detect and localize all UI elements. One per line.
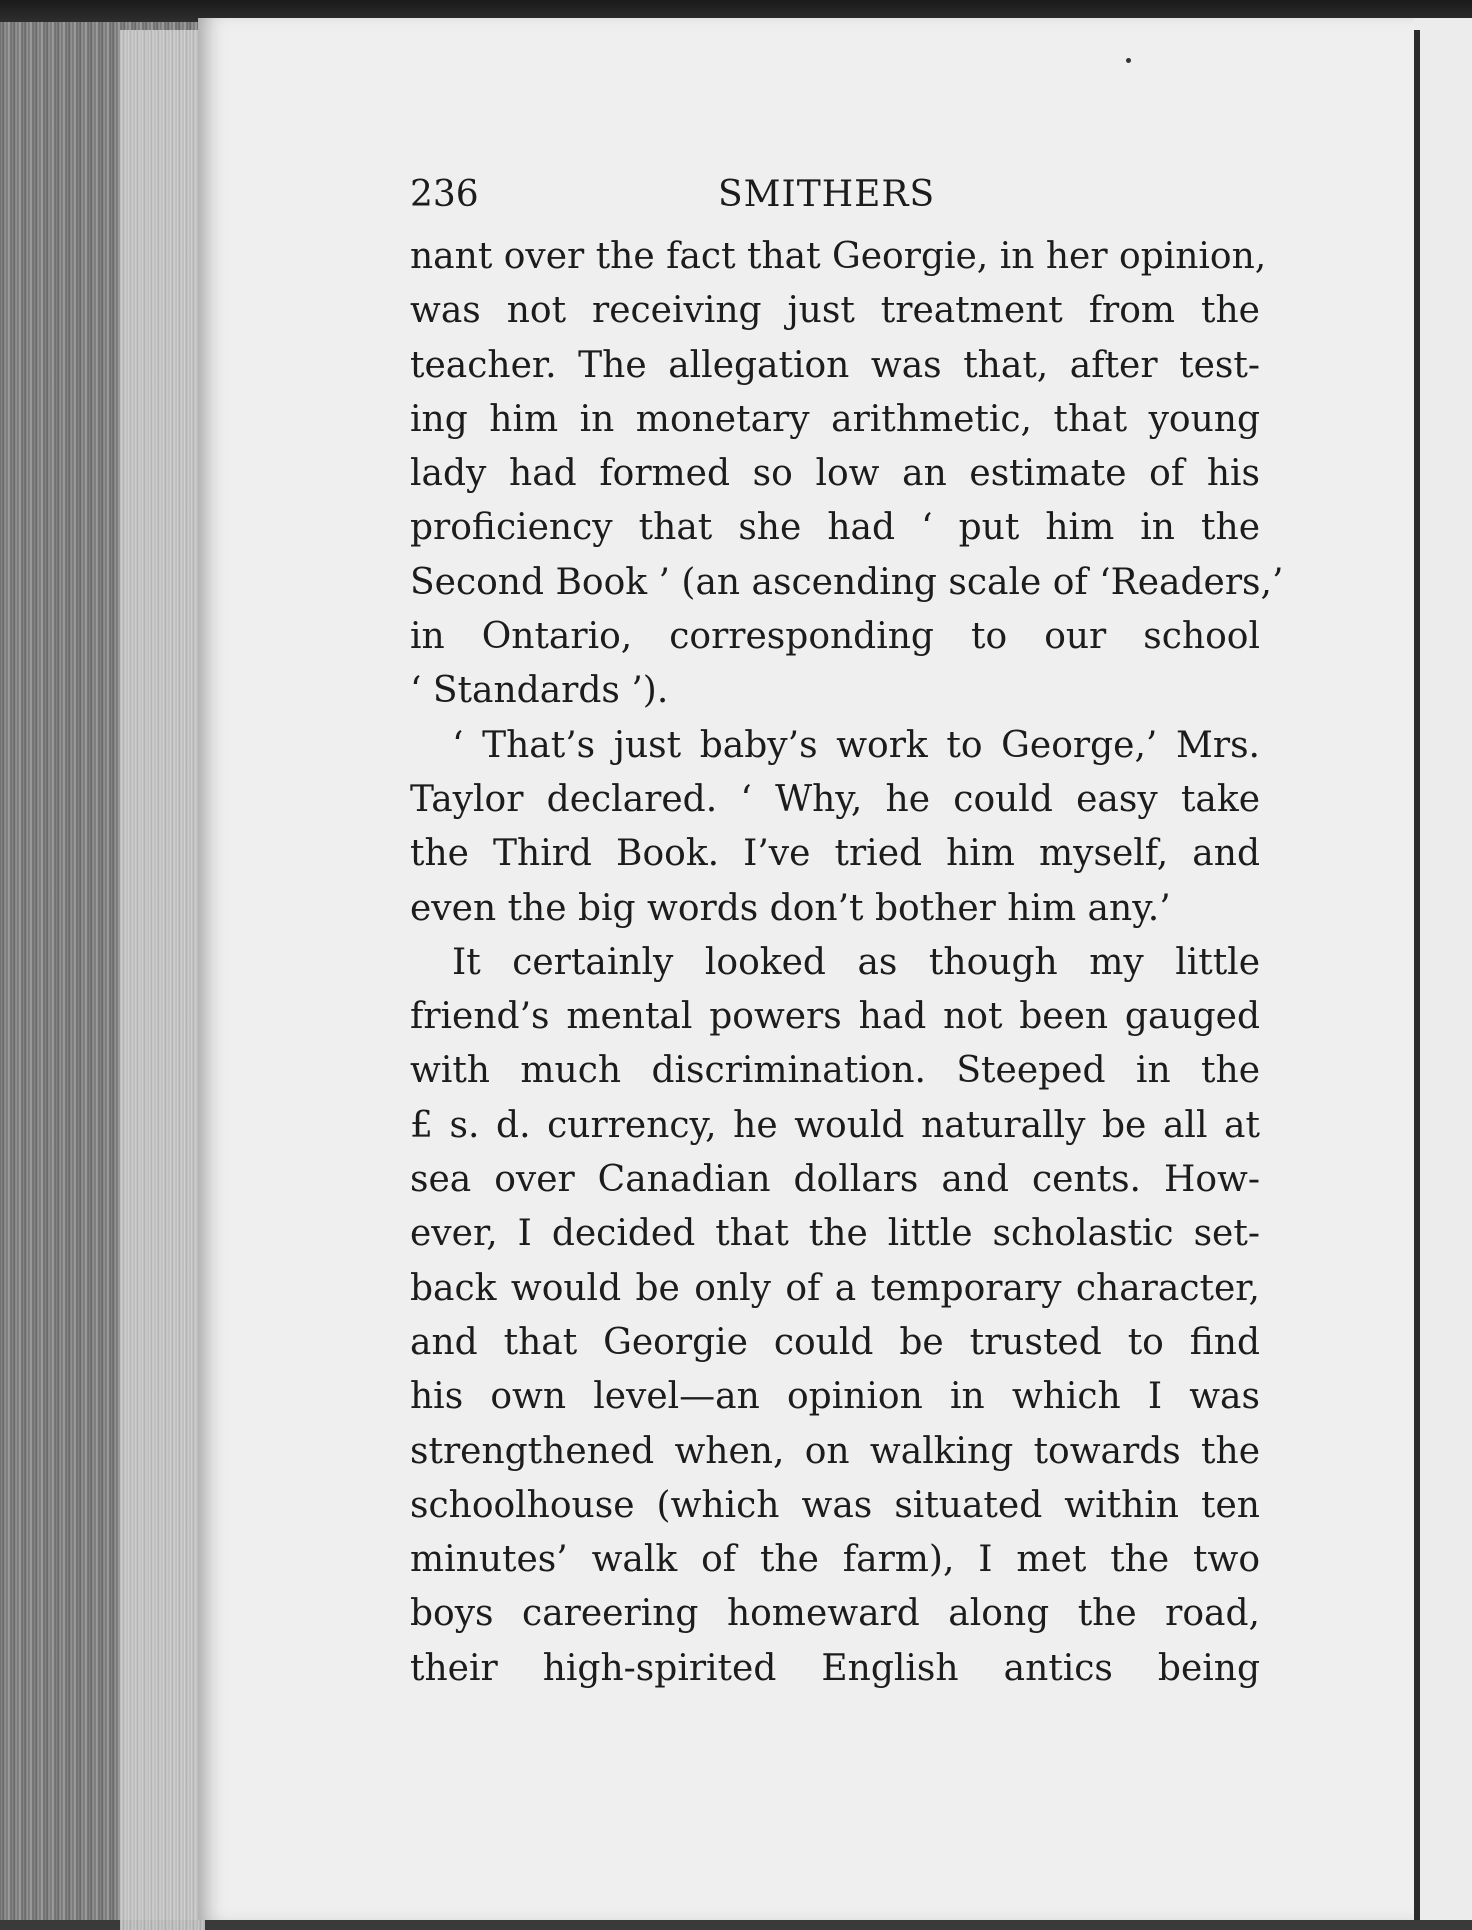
text-line: and that Georgie could be trusted to find bbox=[410, 1321, 1260, 1363]
text-line: his own level—an opinion in which I was bbox=[410, 1376, 1260, 1418]
text-line: Second Book ’ (an ascending scale of ‘Readers,’ bbox=[410, 561, 1284, 603]
text-line: minutes’ walk of the farm), I met the two bbox=[410, 1539, 1260, 1581]
text-line: in Ontario, corresponding to our school bbox=[410, 616, 1260, 658]
book-page-edges-inner bbox=[120, 30, 205, 1930]
text-line: nant over the fact that Georgie, in her opinion, bbox=[410, 236, 1267, 277]
text-line: ing him in monetary arithmetic, that young bbox=[410, 398, 1260, 440]
text-line: with much discrimination. Steeped in the bbox=[410, 1050, 1260, 1092]
text-line: strengthened when, on walking towards the bbox=[410, 1430, 1260, 1472]
text-line: ever, I decided that the little scholastic set- bbox=[410, 1213, 1260, 1255]
running-title: SMITHERS bbox=[718, 174, 936, 215]
text-line: proficiency that she had ‘ put him in the bbox=[410, 507, 1260, 549]
text-line: teacher. The allegation was that, after test- bbox=[410, 344, 1260, 386]
ink-speck bbox=[1126, 58, 1131, 63]
text-line: It certainly looked as though my little bbox=[452, 941, 1260, 983]
text-line: back would be only of a temporary character, bbox=[410, 1267, 1260, 1309]
text-line: Taylor declared. ‘ Why, he could easy take bbox=[410, 778, 1260, 820]
body-text bbox=[410, 230, 1284, 1696]
text-line: even the big words don’t bother him any.’ bbox=[410, 887, 1171, 929]
text-line: friend’s mental powers had not been gauged bbox=[410, 996, 1260, 1038]
page-number: 236 bbox=[410, 174, 479, 215]
book-page-edges bbox=[0, 10, 205, 1920]
text-line: was not receiving just treatment from the bbox=[410, 290, 1260, 332]
text-line: £ s. d. currency, he would naturally be all at bbox=[410, 1104, 1260, 1146]
text-line: ‘ Standards ’). bbox=[410, 670, 669, 712]
facing-page-edge bbox=[1414, 18, 1472, 1920]
text-line: sea over Canadian dollars and cents. How- bbox=[410, 1159, 1260, 1201]
page-text-block bbox=[410, 160, 1284, 1696]
text-line: lady had formed so low an estimate of his bbox=[410, 453, 1260, 495]
text-line: schoolhouse (which was situated within ten bbox=[410, 1484, 1260, 1526]
text-line: boys careering homeward along the road, bbox=[410, 1593, 1260, 1635]
running-head bbox=[410, 160, 1260, 230]
text-line: ‘ That’s just baby’s work to George,’ Mrs. bbox=[452, 724, 1260, 766]
text-line: their high-spirited English antics being bbox=[410, 1647, 1260, 1689]
binding-shadow bbox=[1414, 30, 1420, 1920]
text-line: the Third Book. I’ve tried him myself, and bbox=[410, 833, 1260, 875]
